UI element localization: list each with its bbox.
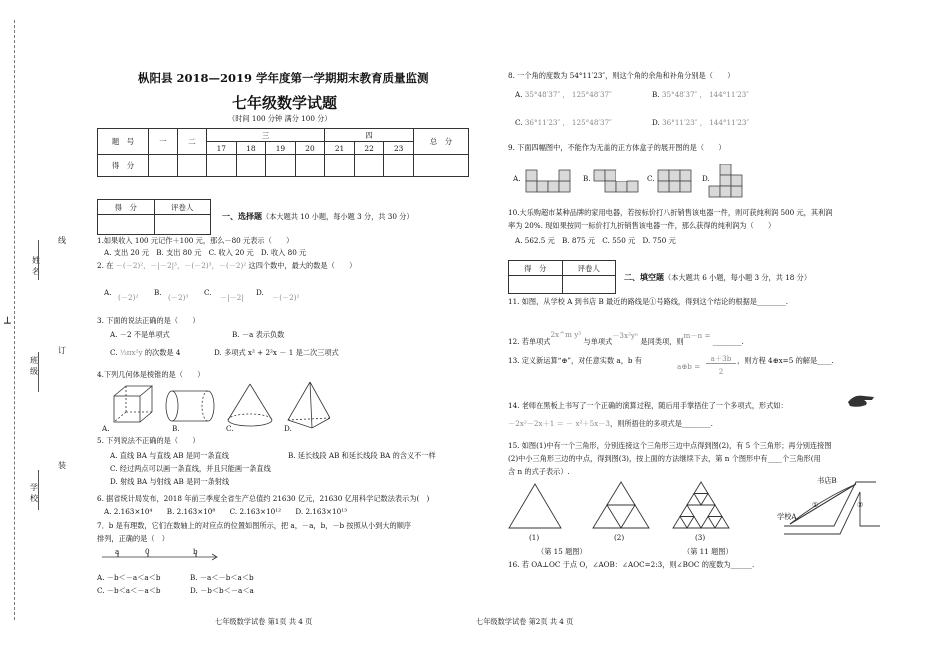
q3-option-b: B. －a 表示负数 [232,330,285,339]
q8-option-c: C. 36°11′23″ ， 125°48′37″ [515,118,612,127]
score-table: 题 号 一 二 三 四 总 分 17 18 19 20 21 22 23 得 分 [97,128,469,177]
q6-options: A. 2.163×10⁴ B. 2.163×10⁸ C. 2.163×10¹² D. 2.163×10¹³ [104,507,347,516]
fig-label-3: (3) [695,533,706,542]
binding-line [14,20,15,620]
q9-label-d: D. [702,174,710,183]
q1-options: A. 支出 20 元 B. 支出 80 元 C. 收入 20 元 D. 收入 80 元 [104,248,307,257]
q5-option-a: A. 直线 BA 与直线 AB 是同一条直线 [110,451,229,460]
hand-icon [846,392,876,410]
net-a [526,170,570,192]
q10-stem-1: 10.大乐购超市某种品牌的家用电器，若按标价打八折销售该电器一件，则可获纯利润 500 元，其利润 [508,208,833,217]
q9-stem: 9. 下面四幅图中，不能作为无盖的正方体盒子的展开图的是（ ） [508,143,726,152]
q6-stem: 6. 据省统计局发布，2018 年前三季度全省生产总值约 21630 亿元，21630 亿用科学记数法表示为( ) [97,494,430,503]
class-underline [38,352,40,392]
q3-option-a: A. －2 不是单项式 [110,330,170,339]
binding-mark: ┴ [4,317,11,330]
q8-option-d: D. 36°11′23″ ， 144°11′23″ [652,118,750,127]
q7-option-b: B. －a＜－b＜a＜b [190,573,254,582]
q8-stem: 8. 一个角的度数为 54°11′23″，则这个角的余角和补角分别是（ ） [508,71,735,80]
q13-tail: ，则方程 4⊕x=5 的解是____. [737,356,834,365]
q5-option-c: C. 经过两点可以画一条直线，并且只能画一条直线 [110,464,271,473]
q10-options: A. 562.5 元 B. 875 元 C. 550 元 D. 750 元 [515,236,676,245]
pyramid-solid [288,382,330,428]
map-store-label: 书店B [817,476,837,485]
triangle-fig-1 [509,484,561,528]
cylinder-solid [166,391,214,421]
q14-stem-2: －2x²－2x＋1 ＝ － x²＋5x－3，则所捂住的多项式是________. [508,419,713,428]
axis-label-0: 0 [145,547,150,556]
section1-heading: 一、选择题（本大题共 10 小题，每小题 3 分，共 30 分） [222,211,414,221]
q4-solids [100,380,330,432]
q3-option-d: D. 多项式 x² + 2²x － 1 是二次三项式 [214,348,339,357]
q4-label-a: A. [102,424,110,433]
q5-option-d: D. 射线 BA 与射线 AB 是同一条射线 [110,477,230,486]
q2-stem: 2. 在 －(－2)²，－|－2|³，－(－2)³，－(－2)² 这四个数中，最大的数是（ ） [97,261,357,270]
q15-stem-2: (2)中小三角形三边的中点，得到图(3)，按上面的方法继续下去，第 n 个图形中有____个三角形(用 [508,454,821,463]
q7-option-d: D. －b＜b＜－a＜a [190,586,254,595]
q13-stem: 13. 定义新运算“⊕”，对任意实数 a，b 有 [508,356,642,365]
exam-meta: （时间 100 分钟 满分 100 分） [228,114,332,123]
q9-nets [512,164,752,200]
q7-option-c: C. －b＜a＜－a＜b [97,586,161,595]
caption-fig15: （第 15 题图） [537,547,587,556]
q13-expr: a⊕b = [677,362,701,371]
map-school-label: 学校A [777,512,797,521]
caption-fig11: （第 11 题图） [683,547,733,556]
q9-label-c: C. [647,174,655,183]
mark-line: 线 [58,236,66,245]
q15-stem-1: 15. 如图(1)中有一个三角形，分别连接这个三角形三边中点得到图(2)，有 5 个三角形；再分别连接图 [508,441,832,450]
mark-bind: 装 [58,461,66,470]
grader-box-2: 得 分 评卷人 [508,260,616,294]
axis-label-a: a [115,547,120,556]
q5-stem: 5. 下列说法不正确的是（ ） [97,436,200,445]
label-name: 姓名 [32,256,40,276]
exam-subtitle: 七年级数学试题 [232,94,338,112]
q16-stem: 16. 若 OA⊥OC 于点 O，∠AOB：∠AOC=2:3，则∠BOC 的度数为______. [508,560,755,569]
axis-label-b: b [193,547,198,556]
q7-stem-1: 7．b 是有理数，它们在数轴上的对应点的位置如图所示，把 a，－a，b，－b 按照从小到大的顺序 [97,521,412,530]
prism-solid [114,386,152,422]
q3-stem: 3. 下面的说法正确的是（ ） [97,316,200,325]
exam-title: 枞阳县 2018—2019 学年度第一学期期末教育质量监测 [138,71,429,85]
q7-stem-2: 排列，正确的是（ ） [97,534,169,543]
triangle-fig-3 [673,482,729,528]
q9-label-b: B. [583,174,591,183]
label-school: 学校 [30,483,38,503]
name-underline [38,240,40,280]
map-route-1: ① [812,500,819,509]
q8-option-b: B. 35°48′37″ ， 144°11′23″ [652,90,749,99]
school-underline [38,470,40,510]
section2-heading: 二、填空题（本大题共 6 小题，每小题 3 分，共 18 分） [624,272,812,282]
fig-label-1: (1) [529,533,540,542]
q10-stem-2: 率为 20%. 现如果按同一标价打九折销售该电器一件，那么获得的纯利润为（ ） [508,221,776,230]
net-d [709,164,742,197]
grader-box-1: 得 分 评卷人 [97,199,211,235]
q15-stem-3: 含 n 的式子表示）. [508,467,570,476]
q7-option-a: A. －b＜－a＜a＜b [97,573,161,582]
q15-triangles [505,478,745,534]
triangle-fig-2 [593,482,649,528]
q14-stem-1: 14. 老师在黑板上书写了一个正确的演算过程，随后用手掌捂住了一个多项式，形式如： [508,401,788,410]
q4-label-d: D. [284,424,292,433]
cone-solid [228,384,272,426]
q8-option-a: A. 35°48′37″ ， 125°48′37″ [515,90,612,99]
q13-frac-num: a＋3b [706,354,736,364]
q1-stem: 1.如果收入 100 元记作＋100 元，那么－80 元表示（ ） [97,236,294,245]
q5-option-b: B. 延长线段 AB 和延长线段 BA 的含义不一样 [288,451,436,460]
q3-option-c: C. ⅓πx²y 的次数是 4 [110,348,181,357]
q4-label-b: B. [172,424,180,433]
net-b [594,170,638,192]
map-route-2: ② [857,500,864,509]
q9-label-a: A. [513,174,521,183]
q11-stem: 11. 如图，从学校 A 到书店 B 最近的路线是①号路线，得到这个结论的根据是________. [508,297,788,306]
net-c [658,170,691,192]
q12-stem: 12. 若单项式2x^m y³ 与单项式－3x²yⁿ 是同类项，则m－n = ________. [508,330,744,346]
q4-label-c: C. [226,424,234,433]
footer-right: 七年级数学试卷 第2页 共 4 页 [476,617,574,626]
q4-stem: 4.下列几何体是棱锥的是（ ） [97,370,205,379]
label-class: 班级 [30,356,38,376]
footer-left: 七年级数学试卷 第1页 共 4 页 [215,617,313,626]
fig-label-2: (2) [614,533,625,542]
q13-frac-den: 2 [718,367,724,376]
mark-order: 订 [58,346,66,355]
